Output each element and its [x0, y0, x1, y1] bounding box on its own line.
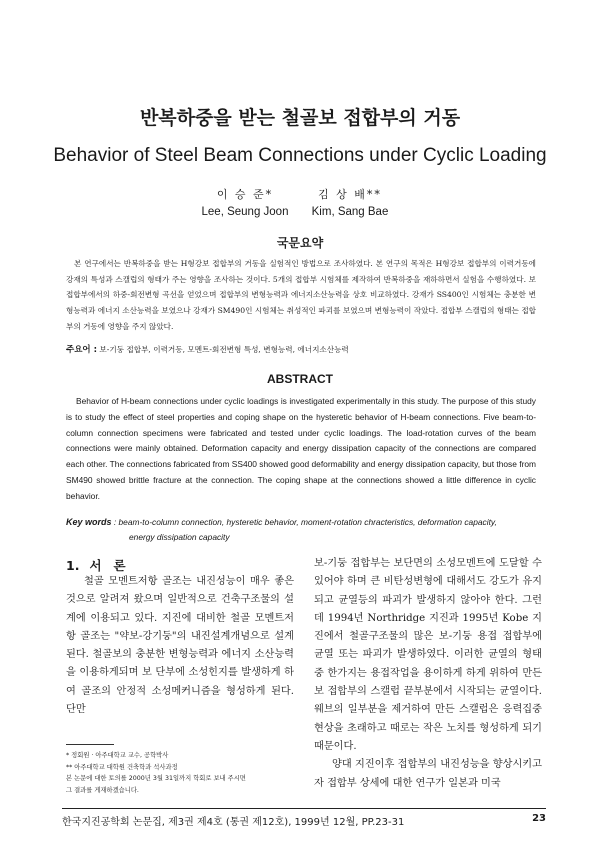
korean-abstract-text: 본 연구에서는 반복하중을 받는 H형강보 접합부의 거동을 실험적인 방법으로 조사하였다. 본 연구의 목적은 H형강보 접합부의 이력거동에 강재의 특성과 스캘럽의 형태가 주는 영향을 조사하는 것이다. 5개의 접합부 시험체를 제작하여 반복하중을 재하하면서 실험을 수행하였다. 보 접합부에서의 하중-회전변형 곡선을 얻었으며 접합부의 변형능력과 에너지소산능력을 상호 비교하였다. 강재가 SS400인 시험체는 충분한 변형능력과 에너지 소산능력을 보였으나 강재가 SM490인 시험체는 취성적인 파괴를 보였으며 변형능력이 작았다. 접합부 스캘럽의 형태는 접합부의 거동에 영향을 주지 않았다. — [66, 259, 536, 331]
english-keywords-line-1: : beam-to-column connection, hysteretic behavior, moment-rotation chracteristics, deformation capacity, — [113, 517, 497, 527]
english-abstract-text: Behavior of H-beam connections under cyclic loadings is investigated experimentally in this study. The purpose of this study is to study the effect of steel properties and coping shape on the hysteretic behavior of H-beam connections. Five beam-to-column connection specimens were fabricated and tested under cyclic loadings. The load-rotation curves of the beam connections were mainly obtained. Deformation capacity and energy dissipation capacity of the connections are compared each other. The connections fabricated from SS400 showed good deformability and energy dissipation capacity, but those from SM490 showed brittle fracture at the connection. The coping shape at the connections showed a little difference in cyclic behavior. — [66, 396, 536, 501]
author-1 — [185, 186, 305, 218]
intro-paragraph-3: 양대 지진이후 접합부의 내진성능을 향상시키고자 접합부 상세에 대한 연구가 일본과 미국 — [314, 759, 542, 789]
korean-keywords-list: 보-기둥 접합부, 이력거동, 모멘트-회전변형 특성, 변형능력, 에너지소산능력 — [99, 345, 349, 354]
author-2-name-english: Kim, Sang Bae — [311, 206, 389, 218]
english-keywords — [66, 515, 540, 544]
author-2-name-korean: 김 상 배** — [318, 188, 382, 201]
english-keywords-label: Key words — [66, 517, 112, 527]
intro-paragraph-1: 철골 모멘트저항 골조는 내진성능이 매우 좋은 것으로 알려져 왔으며 일반적으로 건축구조물의 설계에 이용되고 있다. 지진에 대비한 철골 모멘트저항 골조는 "약보-강기둥"의 내진설계개념으로 설계된다. 철골보의 충분한 변형능력과 에너지 소산능력을 이용하게되며 보 단부에 소성힌지를 발생하게 하여 골조의 안정적 소성메커니즘을 형성하게 된다. 단만 — [66, 576, 294, 716]
intro-paragraph-2: 보-기둥 접합부는 보단면의 소성모멘트에 도달할 수 있어야 하며 큰 비탄성변형에 대해서도 강도가 유지되고 균열등의 파괴가 발생하지 않아야 한다. 그런데 1994년 Northridge 지진과 1995년 Kobe 지진에서 철골구조물의 많은 보-기둥 용접 접합부에 균열 또는 파괴가 발생하였다. 이러한 균열의 형태중 한가지는 용접작업을 용이하게 하게 위하여 만든 보 접합부의 스캘럽 끝부분에서 시작되는 균열이다. 웨브의 일부분을 제거하여 만든 스캘럽은 응력집중 현상을 초래하고 때로는 작은 노치를 형성하게 되기 때문이다. — [314, 558, 542, 752]
footnote-author-1: * 정회원 · 아주대학교 교수, 공학박사 — [66, 752, 169, 759]
author-1-name-korean: 이 승 준* — [216, 188, 274, 201]
journal-citation: 한국지진공학회 논문집, 제3권 제4호 (통권 제12호), 1999년 12월, PP.23-31 — [62, 817, 405, 828]
footnote-discussion-1: 본 논문에 대한 토의를 2000년 3월 31일까지 학회로 보내 주시면 — [66, 775, 246, 783]
korean-keywords-label: 주요어 : — [66, 345, 97, 355]
footer-divider — [62, 808, 546, 809]
body-column-right — [314, 555, 542, 793]
section-heading-introduction — [66, 556, 138, 574]
author-1-name-english: Lee, Seung Joon — [201, 206, 289, 218]
paper-title-korean: 반복하중을 받는 철골보 접합부의 거동 — [139, 107, 461, 129]
section-title: 서론 — [89, 558, 138, 573]
section-number: 1. — [66, 558, 80, 573]
english-abstract-heading: ABSTRACT — [267, 372, 333, 386]
page-number: 23 — [532, 813, 546, 824]
footnote-discussion-2: 그 결과를 게재하겠습니다. — [66, 786, 139, 794]
footnotes — [66, 750, 296, 796]
korean-abstract-heading: 국문요약 — [276, 236, 324, 250]
author-2 — [290, 186, 410, 218]
footnote-divider — [66, 744, 114, 745]
footnote-author-2: ** 아주대학교 대학원 건축학과 석사과정 — [66, 763, 178, 771]
paper-title-english: Behavior of Steel Beam Connections under Cyclic Loading — [53, 145, 547, 166]
body-column-left — [66, 573, 294, 719]
korean-keywords — [66, 343, 536, 355]
english-keywords-line-2: energy dissipation capacity — [129, 531, 230, 542]
